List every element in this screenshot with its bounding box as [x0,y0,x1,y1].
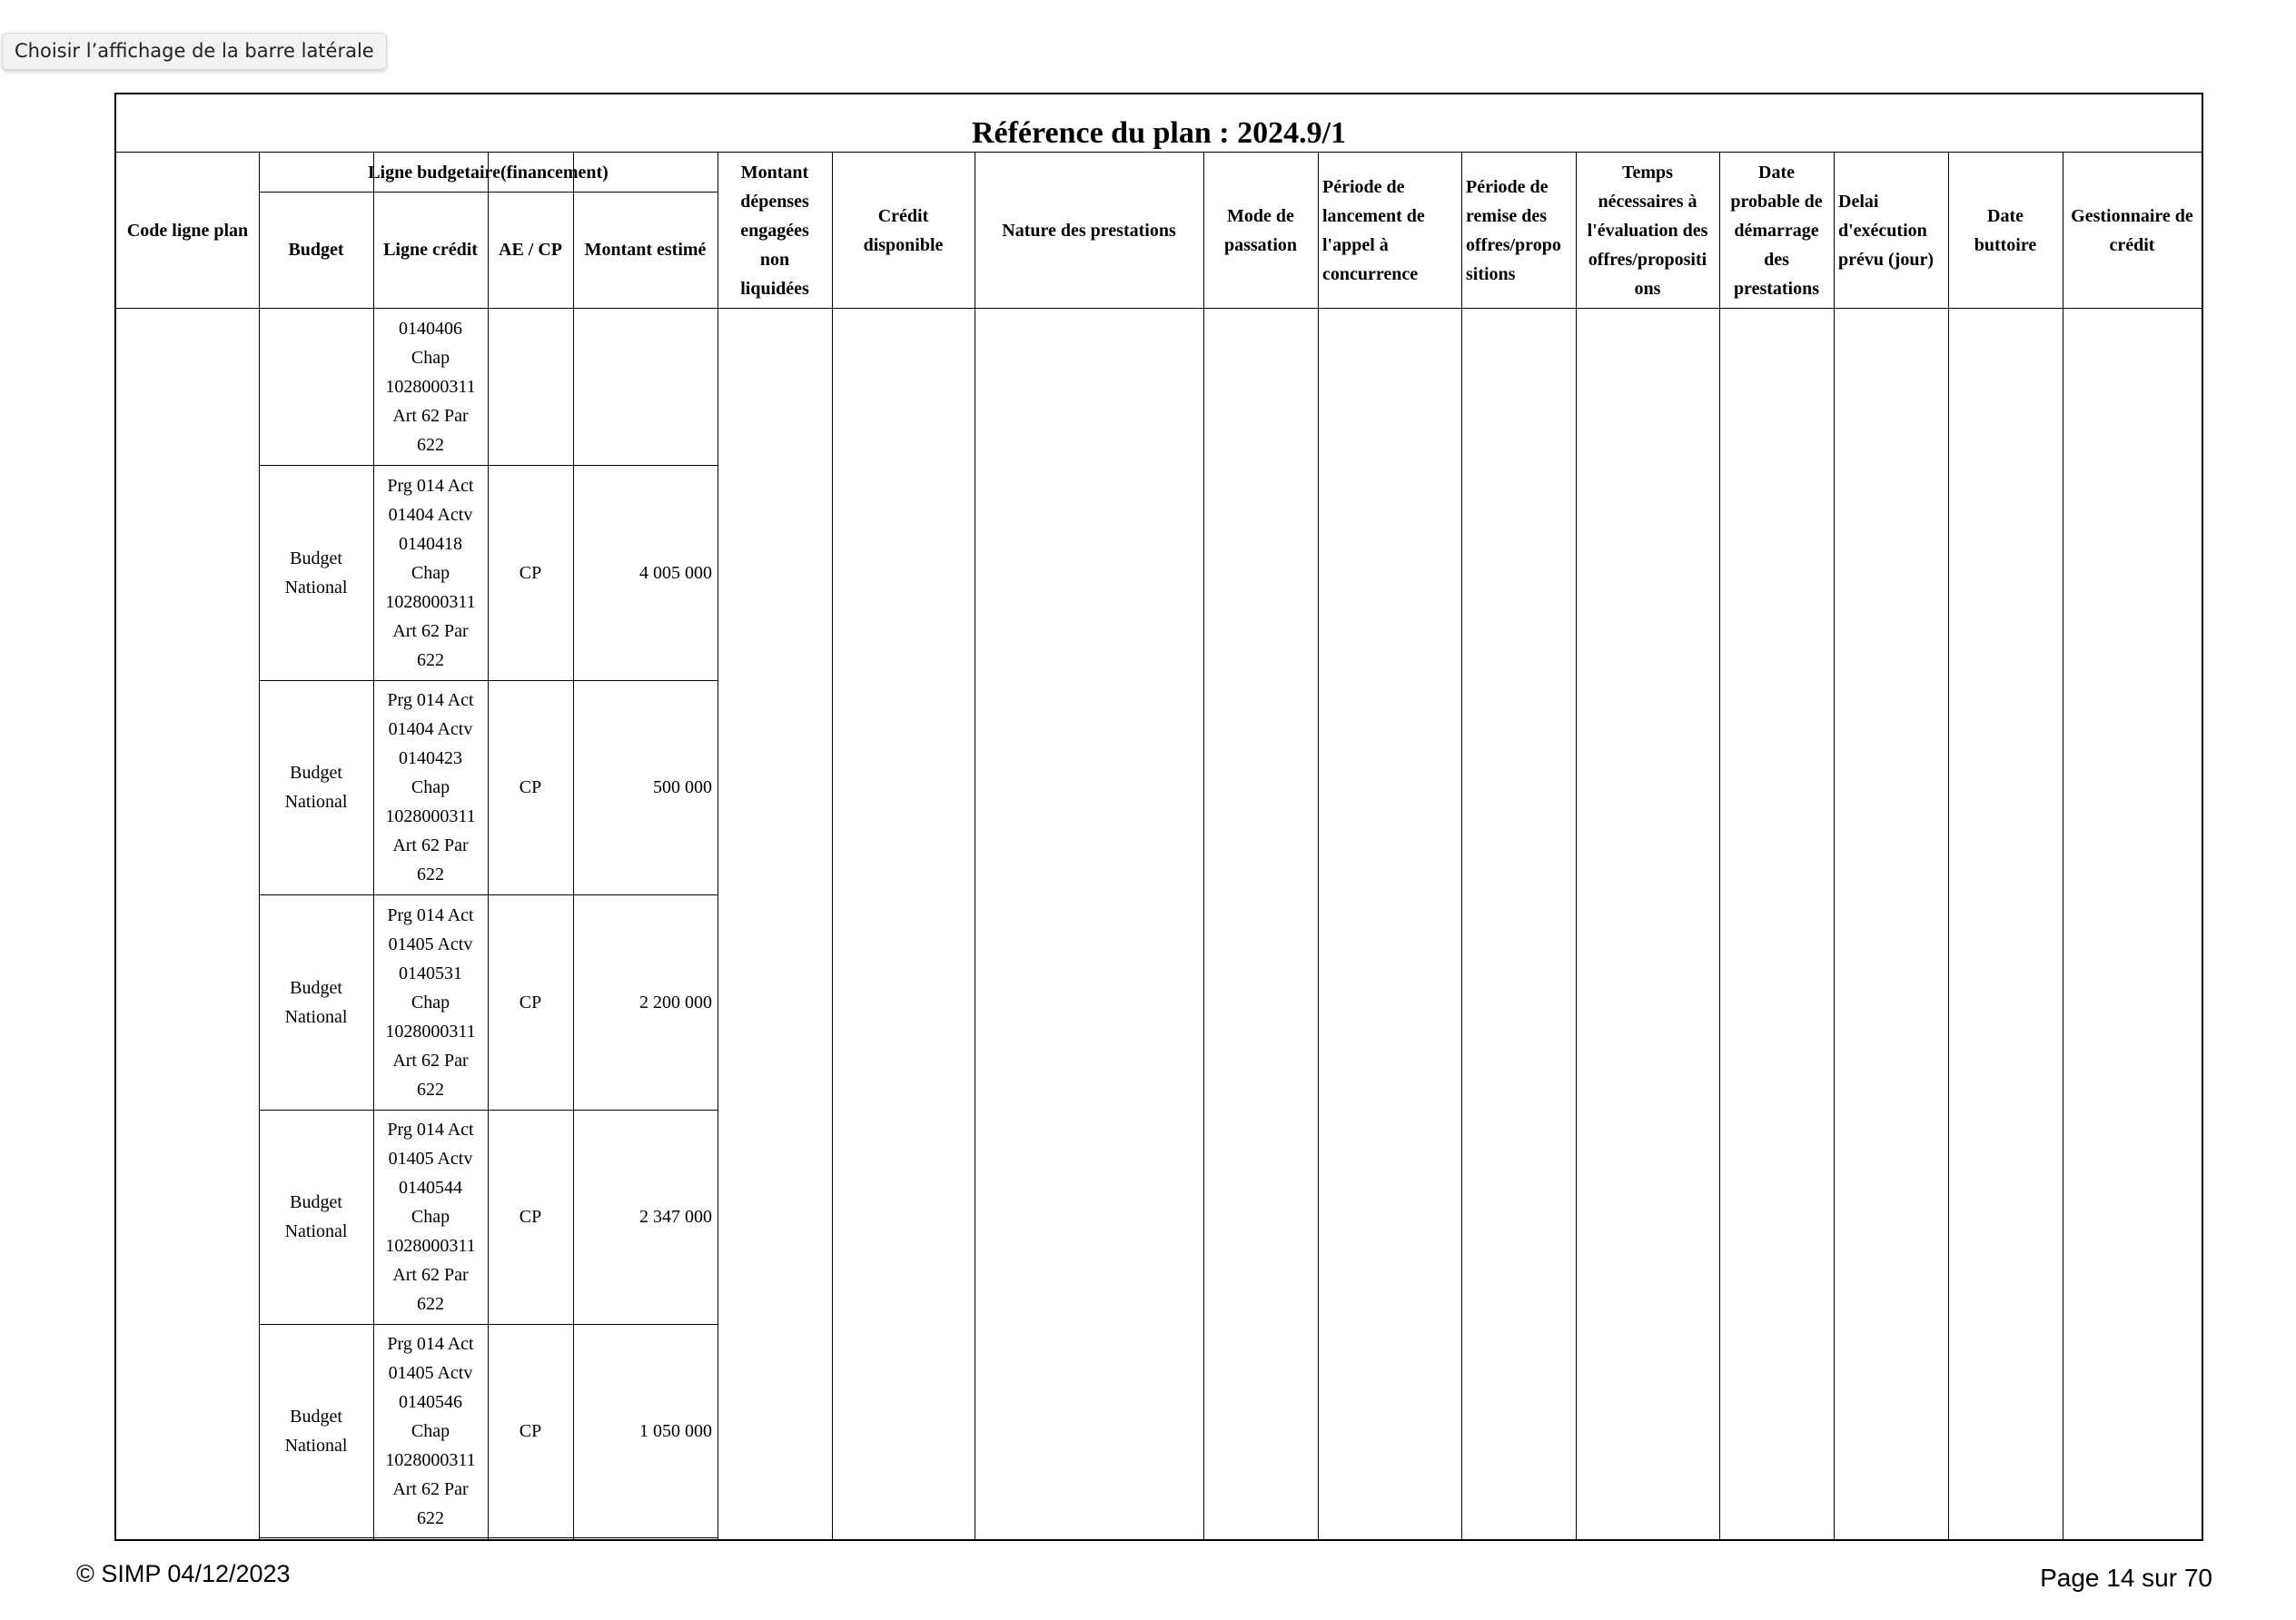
grid-line [1834,153,1835,1541]
row-budget [259,308,373,465]
footer-page-number: Page 14 sur 70 [2040,1564,2212,1592]
header-credit-disponible: Crédit disponible [863,205,944,255]
grid-line [1461,153,1462,1541]
header-montant-depenses: Montant dépenses engagées non liquidées [740,162,809,299]
header-date-buttoire: Date buttoire [1974,205,2037,255]
row-montant-estime: 2 347 000 [639,1207,712,1227]
grid-line [832,153,833,1541]
row-ligne-credit: Prg 014 Act 01404 Actv 0140418 Chap 1028000311 Art 62 Par 622 [385,475,476,670]
row-budget: Budget National [284,977,348,1027]
grid-line [1948,153,1949,1541]
row-budget: Budget National [284,1406,348,1456]
plan-title: Référence du plan : 2024.9/1 [116,94,2202,153]
header-delai-execution: Delai d'exécution prévu (jour) [1838,191,1934,270]
row-budget: Budget National [284,763,348,812]
row-ae-cp: CP [519,1207,542,1227]
header-date-probable: Date probable de démarrage des prestations [1730,162,1823,299]
header-montant-estime: Montant estimé [584,240,707,260]
row-ae-cp: CP [519,992,542,1012]
header-budget: Budget [288,240,344,260]
header-mode-passation: Mode de passation [1223,205,1298,255]
grid-line [259,1537,718,1538]
row-ae-cp: CP [519,562,542,583]
row-montant-estime [573,308,718,465]
sidebar-display-button[interactable]: Choisir l’affichage de la barre latérale [2,33,387,70]
grid-line [1576,153,1577,1541]
row-budget: Budget National [284,548,348,598]
row-ae-cp [488,308,573,465]
row-ae-cp: CP [519,777,542,797]
header-periode-lancement: Période de lancement de l'appel à concurrence [1322,176,1425,284]
header-ligne-credit: Ligne crédit [383,240,478,260]
row-ligne-credit: Prg 014 Act 01405 Actv 0140531 Chap 1028000311 Art 62 Par 622 [385,904,476,1100]
footer-copyright: © SIMP 04/12/2023 [76,1560,291,1587]
header-temps-evaluation: Temps nécessaires à l'évaluation des offres/propositi ons [1587,162,1708,299]
header-periode-remise: Période de remise des offres/propo sitions [1466,176,1561,284]
header-ae-cp: AE / CP [499,240,562,260]
row-montant-estime: 1 050 000 [639,1420,712,1441]
grid-line [1719,153,1720,1541]
header-nature-prestations: Nature des prestations [1002,220,1176,241]
grid-line [1203,153,1204,1541]
row-ligne-credit: 0140406 Chap 1028000311 Art 62 Par 622 [385,318,476,455]
row-montant-estime: 2 200 000 [639,992,712,1012]
row-ligne-credit: Prg 014 Act 01404 Actv 0140423 Chap 1028000311 Art 62 Par 622 [385,690,476,884]
header-ligne-budgetaire: Ligne budgetaire(financement) [368,162,609,183]
row-montant-estime: 500 000 [653,777,712,797]
grid-line [1318,153,1319,1541]
row-ligne-credit: Prg 014 Act 01405 Actv 0140546 Chap 1028000311 Art 62 Par 622 [385,1333,476,1528]
row-ae-cp: CP [519,1420,542,1441]
header-gestionnaire-credit: Gestionnaire de crédit [2071,205,2193,255]
row-budget: Budget National [284,1192,348,1241]
row-ligne-credit: Prg 014 Act 01405 Actv 0140544 Chap 1028000311 Art 62 Par 622 [385,1120,476,1314]
header-code-ligne-plan: Code ligne plan [126,220,249,241]
plan-table [114,93,2203,1541]
row-montant-estime: 4 005 000 [639,562,712,583]
